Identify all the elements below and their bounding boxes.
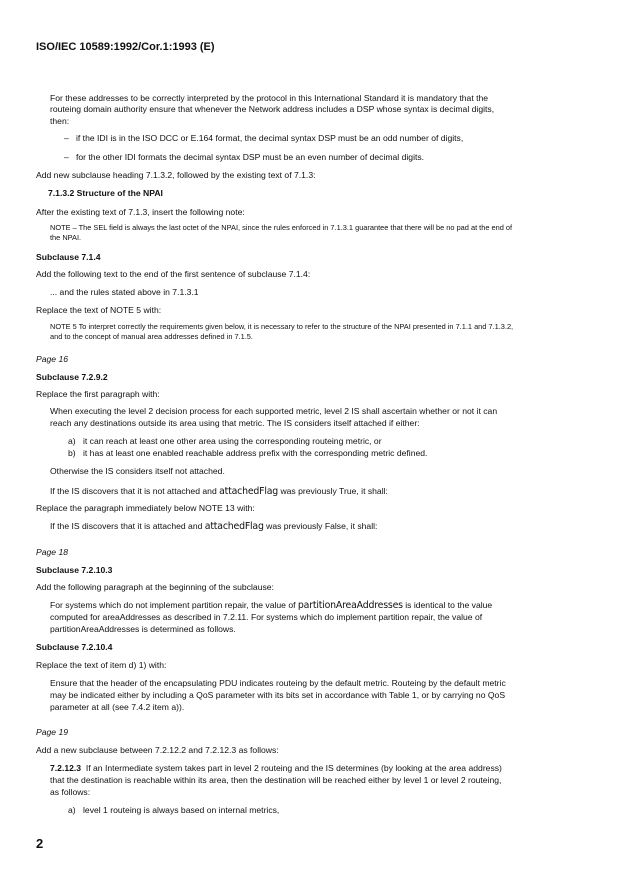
- item-a-label: a): [68, 436, 76, 446]
- not-attached-prefix: If the IS discovers that it is not attached and: [50, 486, 220, 496]
- dash-bullet-2: –: [64, 152, 69, 162]
- subclause-7-2-12-3-text: If an Intermediate system takes part in level 2 routeing and the IS determines (by looking at the area address): [85, 763, 502, 773]
- add-new-subclause-instruction: Add a new subclause between 7.2.12.2 and 7.2.12.3 as follows:: [36, 745, 279, 755]
- subclause-7-2-12-3-line-2: that the destination is reachable within its area, then the destination will be reached either by level 1 or level 2 routeing,: [50, 775, 502, 785]
- not-attached-text: [50, 486, 388, 497]
- level1-item-a-label: a): [68, 805, 76, 815]
- add-text-instruction: Add the following text to the end of the first sentence of subclause 7.1.4:: [36, 269, 311, 279]
- partition-para-line-2: computed for areaAddresses as described in 7.2.11. For systems which do implement partition repair, the value of: [50, 612, 483, 622]
- attached-prefix: If the IS discovers that it is attached and: [50, 521, 205, 531]
- heading-subclause-7-2-10-4: Subclause 7.2.10.4: [36, 642, 113, 652]
- note-sel-line-1: NOTE – The SEL field is always the last octet of the NPAI, since the rules enforced in 7.1.3.1 guarantee that there will be no pad at the end of: [50, 223, 513, 232]
- replace-item-instruction: Replace the text of item d) 1) with:: [36, 660, 167, 670]
- add-paragraph-instruction: Add the following paragraph at the beginning of the subclause:: [36, 582, 274, 592]
- partition-area-addresses-param: partitionAreaAddresses: [297, 600, 403, 611]
- partition-para-suffix: is identical to the value: [402, 600, 493, 610]
- bullet-2-text: for the other IDI formats the decimal syntax DSP must be an even number of decimal digits.: [76, 152, 425, 162]
- item-a-text: it can reach at least one other area using the corresponding routeing metric, or: [83, 436, 382, 446]
- quoted-rules-text: ... and the rules stated above in 7.1.3.1: [50, 287, 199, 297]
- page-16-label: Page 16: [36, 354, 69, 364]
- replace-note5-instruction: Replace the text of NOTE 5 with:: [36, 305, 162, 315]
- note5-line-2: and to the concept of manual area addresses defined in 7.1.5.: [50, 332, 253, 341]
- item-b-label: b): [68, 448, 76, 458]
- subclause-7-2-12-3-line-1: [50, 763, 502, 774]
- decision-para-line-1: When executing the level 2 decision process for each supported metric, level 2 IS shall ascertain whether or not it can: [50, 406, 498, 416]
- heading-subclause-7-1-4: Subclause 7.1.4: [36, 252, 101, 262]
- ensure-para-line-1: Ensure that the header of the encapsulating PDU indicates routeing by the default metric. Routeing by the default metric: [50, 678, 506, 688]
- document-id: ISO/IEC 10589:1992/Cor.1:1993 (E): [36, 41, 215, 53]
- partition-para-line-3: partitionAreaAddresses is determined as follows.: [50, 624, 236, 634]
- intro-line-1: For these addresses to be correctly interpreted by the protocol in this International Standard it is mandatory that the: [50, 93, 489, 103]
- level1-item-a-text: level 1 routeing is always based on internal metrics,: [83, 805, 280, 815]
- page-19-label: Page 19: [36, 727, 69, 737]
- otherwise-text: Otherwise the IS considers itself not attached.: [50, 466, 225, 476]
- attached-text: [50, 521, 377, 532]
- subclause-7-2-12-3-number: 7.2.12.3: [50, 763, 82, 773]
- not-attached-suffix: was previously True, it shall:: [278, 486, 388, 496]
- partition-para-prefix: For systems which do not implement partition repair, the value of: [50, 600, 298, 610]
- attached-suffix: was previously False, it shall:: [263, 521, 378, 531]
- intro-line-2: routeing domain authority ensure that whenever the Network address includes a DSP whose syntax is decimal digits,: [50, 104, 495, 114]
- heading-7-1-3-2: 7.1.3.2 Structure of the NPAI: [48, 188, 163, 198]
- ensure-para-line-3: parameter at all (see 7.4.2 item a)).: [50, 702, 185, 712]
- decision-para-line-2: reach any destinations outside its area using that metric. The IS considers itself attached if either:: [50, 418, 420, 428]
- insert-note-instruction: After the existing text of 7.1.3, insert the following note:: [36, 207, 245, 217]
- page-18-label: Page 18: [36, 547, 69, 557]
- note-sel-line-2: the NPAI.: [50, 233, 82, 242]
- note5-line-1: NOTE 5 To interpret correctly the requirements given below, it is necessary to refer to the structure of the NPAI presented in 7.1.1 and 7.1.3.2,: [50, 322, 514, 331]
- partition-para-line-1: [50, 600, 492, 611]
- intro-line-3: then:: [50, 116, 70, 126]
- subclause-7-2-12-3-line-3: as follows:: [50, 787, 91, 797]
- replace-first-paragraph-instruction: Replace the first paragraph with:: [36, 389, 160, 399]
- attached-flag-param: attachedFlag: [219, 486, 279, 497]
- attached-flag-param-2: attachedFlag: [204, 521, 264, 532]
- heading-subclause-7-2-9-2: Subclause 7.2.9.2: [36, 372, 108, 382]
- add-heading-instruction: Add new subclause heading 7.1.3.2, followed by the existing text of 7.1.3:: [36, 170, 316, 180]
- ensure-para-line-2: may be indicated either by including a QoS parameter with its bits set in accordance with Table 1, or by carrying no QoS: [50, 690, 506, 700]
- item-b-text: it has at least one enabled reachable address prefix with the corresponding metric defined.: [83, 448, 428, 458]
- replace-below-note13-instruction: Replace the paragraph immediately below NOTE 13 with:: [36, 503, 255, 513]
- dash-bullet-1: –: [64, 133, 69, 143]
- heading-subclause-7-2-10-3: Subclause 7.2.10.3: [36, 565, 113, 575]
- bullet-1-text: if the IDI is in the ISO DCC or E.164 format, the decimal syntax DSP must be an odd number of digits,: [76, 133, 464, 143]
- page-number: 2: [36, 836, 44, 851]
